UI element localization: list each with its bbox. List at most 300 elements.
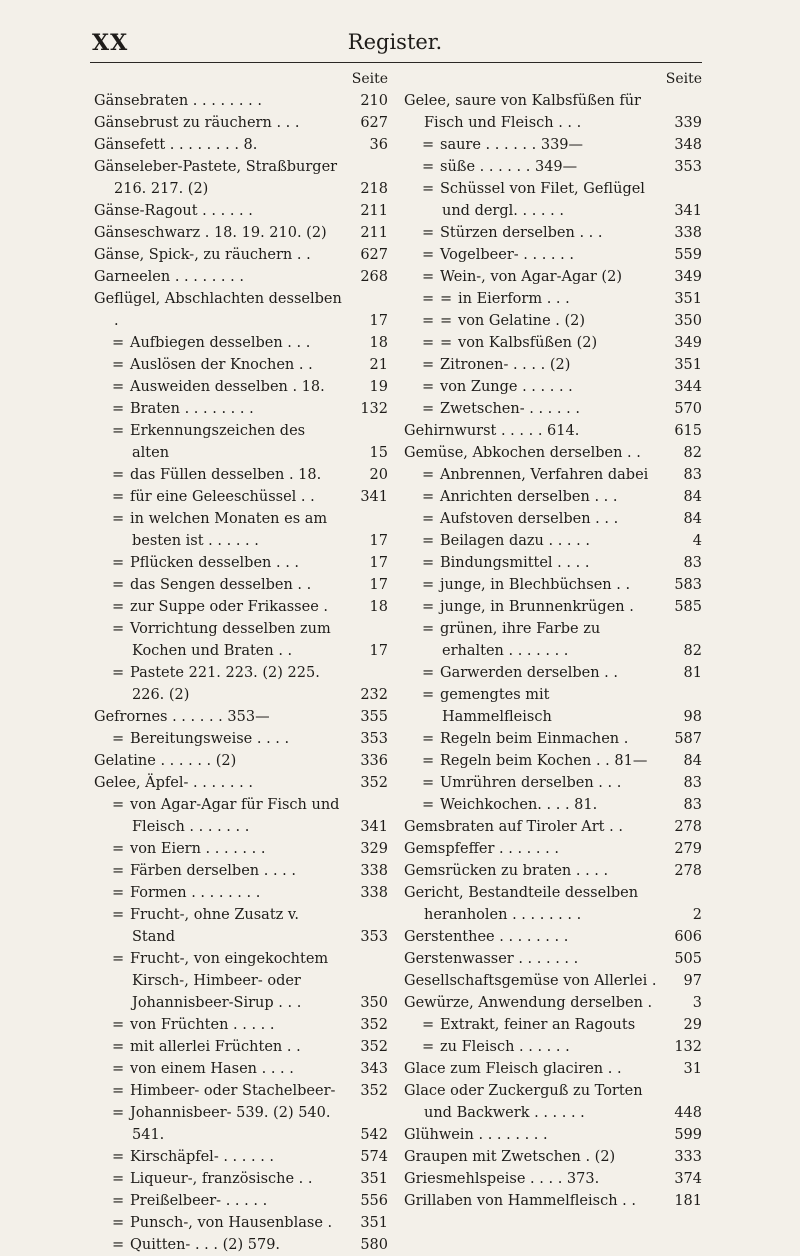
entry-label: Aufstoven derselben . . . xyxy=(440,511,619,527)
entry-page: 343 xyxy=(360,1061,388,1077)
ditto-mark: = xyxy=(422,313,435,329)
entry-page: 339 xyxy=(674,115,702,131)
entry-text xyxy=(94,860,390,882)
entry-label: Auslösen der Knochen . . xyxy=(130,357,313,373)
entry-text xyxy=(404,948,704,970)
entry-label: Regeln beim Kochen . . 81— xyxy=(440,753,648,769)
ditto-mark: = xyxy=(112,885,125,901)
entry-text xyxy=(404,728,704,750)
entry-label: Färben derselben . . . . xyxy=(130,863,296,879)
ditto-mark: = xyxy=(422,401,435,417)
entry-page: 17 xyxy=(369,533,388,549)
entry-text xyxy=(404,266,704,288)
entry-label: gemengtes mit Hammelfleisch xyxy=(440,687,552,725)
index-entry xyxy=(94,266,390,288)
entry-page: 349 xyxy=(674,335,702,351)
entry-page: 338 xyxy=(360,863,388,879)
entry-page: 17 xyxy=(369,643,388,659)
entry-text xyxy=(94,882,390,904)
entry-text xyxy=(94,904,390,948)
entry-text xyxy=(94,794,390,838)
index-entry xyxy=(94,1036,390,1058)
entry-page: 336 xyxy=(360,753,388,769)
ditto-mark: = xyxy=(422,181,435,197)
entry-text xyxy=(404,1190,704,1212)
entry-label: Anrichten derselben . . . xyxy=(440,489,618,505)
index-entry xyxy=(404,1036,704,1058)
entry-label: Zwetschen- . . . . . . xyxy=(440,401,580,417)
entry-label: grünen, ihre Farbe zu erhalten . . . . . . . xyxy=(440,621,601,659)
index-entry xyxy=(404,1168,704,1190)
entry-text xyxy=(404,530,704,552)
ditto-mark: = xyxy=(112,1193,125,1209)
index-entry xyxy=(404,178,704,222)
ditto-mark: = xyxy=(112,1105,125,1121)
entry-page: 19 xyxy=(369,379,388,395)
entry-label: von Kalbsfüßen (2) xyxy=(458,335,598,351)
entry-text xyxy=(94,728,390,750)
ditto-mark: = xyxy=(422,357,435,373)
entry-page: 556 xyxy=(360,1193,388,1209)
entry-label: Garneelen . . . . . . . . xyxy=(94,269,244,285)
entry-text xyxy=(94,1102,390,1146)
entry-text xyxy=(94,1080,390,1102)
entry-label: Beilagen dazu . . . . . xyxy=(440,533,590,549)
index-entry xyxy=(404,1124,704,1146)
entry-label: das Sengen desselben . . xyxy=(130,577,312,593)
entry-page: 352 xyxy=(360,1017,388,1033)
entry-text xyxy=(404,662,704,684)
entry-text xyxy=(404,464,704,486)
entry-text xyxy=(404,442,704,464)
index-entry xyxy=(404,90,704,134)
entry-page: 599 xyxy=(674,1127,702,1143)
entry-text xyxy=(94,838,390,860)
entry-label: Regeln beim Einmachen . xyxy=(440,731,629,747)
entry-label: Gericht, Bestandteile desselben heranholen . . . . . . . . xyxy=(404,885,639,923)
entry-page: 82 xyxy=(683,445,702,461)
entry-text xyxy=(404,1014,704,1036)
seite-label-right: Seite xyxy=(665,71,702,87)
index-entry xyxy=(404,1080,704,1124)
entry-text xyxy=(404,618,704,662)
entry-page: 29 xyxy=(683,1017,702,1033)
index-entry xyxy=(94,1102,390,1146)
ditto-mark: = xyxy=(440,291,453,307)
entry-label: Aufbiegen desselben . . . xyxy=(130,335,311,351)
index-entry xyxy=(94,728,390,750)
entry-page: 627 xyxy=(360,115,388,131)
entry-page: 97 xyxy=(683,973,702,989)
entry-page: 505 xyxy=(674,951,702,967)
entry-text xyxy=(94,1168,390,1190)
seite-label-left: Seite xyxy=(351,71,388,87)
entry-text xyxy=(94,618,390,662)
index-entry xyxy=(404,728,704,750)
ditto-mark: = xyxy=(112,467,125,483)
entry-label: Glühwein . . . . . . . . xyxy=(404,1127,548,1143)
entry-label: Gemspfeffer . . . . . . . xyxy=(404,841,559,857)
entry-page: 181 xyxy=(674,1193,702,1209)
index-entry xyxy=(404,244,704,266)
entry-page: 341 xyxy=(360,819,388,835)
entry-page: 98 xyxy=(683,709,702,725)
entry-text xyxy=(94,552,390,574)
entry-page: 352 xyxy=(360,1039,388,1055)
index-entry xyxy=(94,134,390,156)
entry-page: 279 xyxy=(674,841,702,857)
ditto-mark: = xyxy=(422,731,435,747)
entry-page: 3 xyxy=(692,995,702,1011)
entry-page: 580 xyxy=(360,1237,388,1253)
entry-text xyxy=(94,90,390,112)
entry-text xyxy=(94,464,390,486)
entry-text xyxy=(404,156,704,178)
index-entry xyxy=(94,508,390,552)
entry-text xyxy=(404,486,704,508)
entry-page: 574 xyxy=(360,1149,388,1165)
entry-text xyxy=(94,948,390,1014)
index-entry xyxy=(404,970,704,992)
index-entry xyxy=(94,288,390,332)
entry-label: Braten . . . . . . . . xyxy=(130,401,254,417)
entry-page: 81 xyxy=(683,665,702,681)
index-entry xyxy=(94,948,390,1014)
entry-label: Gänseleber-Pastete, Straßburger 216. 217. (2) xyxy=(94,159,338,197)
entry-text xyxy=(404,1168,704,1190)
entry-label: von Eiern . . . . . . . xyxy=(130,841,266,857)
entry-label: das Füllen desselben . 18. xyxy=(130,467,322,483)
entry-label: zu Fleisch . . . . . . xyxy=(440,1039,570,1055)
ditto-mark: = xyxy=(112,555,125,571)
entry-label: von einem Hasen . . . . xyxy=(130,1061,294,1077)
entry-page: 448 xyxy=(674,1105,702,1121)
index-entry xyxy=(94,156,390,200)
page-title: Register. xyxy=(347,30,443,54)
entry-label: Pastete 221. 223. (2) 225. 226. (2) xyxy=(130,665,320,703)
entry-page: 570 xyxy=(674,401,702,417)
index-entry xyxy=(404,222,704,244)
entry-label: Glace zum Fleisch glaciren . . xyxy=(404,1061,622,1077)
entry-text xyxy=(94,486,390,508)
entry-label: Kirschäpfel- . . . . . . xyxy=(130,1149,275,1165)
entry-text xyxy=(404,222,704,244)
entry-text xyxy=(94,288,390,332)
entry-page: 31 xyxy=(683,1061,702,1077)
ditto-mark: = xyxy=(422,555,435,571)
entry-text xyxy=(94,750,390,772)
ditto-mark: = xyxy=(112,1149,125,1165)
index-entry xyxy=(94,222,390,244)
entry-text xyxy=(94,420,390,464)
entry-text xyxy=(404,1058,704,1080)
entry-label: Quitten- . . . (2) 579. xyxy=(130,1237,281,1253)
entry-page: 349 xyxy=(674,269,702,285)
entry-page: 15 xyxy=(369,445,388,461)
ditto-mark: = xyxy=(112,621,125,637)
index-entry xyxy=(404,508,704,530)
entry-text xyxy=(94,156,390,200)
entry-page: 211 xyxy=(360,225,388,241)
entry-page: 627 xyxy=(360,247,388,263)
index-entry xyxy=(94,486,390,508)
ditto-mark: = xyxy=(422,1039,435,1055)
entry-text xyxy=(404,970,704,992)
ditto-mark: = xyxy=(112,797,125,813)
entry-label: Frucht-, von eingekochtem Kirsch-, Himbeer- oder Johannisbeer-Sirup . . . xyxy=(130,951,329,1011)
entry-text xyxy=(94,332,390,354)
index-entry xyxy=(404,992,704,1014)
entry-label: Gemsbraten auf Tiroler Art . . xyxy=(404,819,623,835)
index-entry xyxy=(94,706,390,728)
entry-label: Gemsrücken zu braten . . . . xyxy=(404,863,609,879)
ditto-mark: = xyxy=(112,401,125,417)
index-entry xyxy=(94,772,390,794)
index-entry xyxy=(94,244,390,266)
entry-page: 355 xyxy=(360,709,388,725)
index-entry xyxy=(404,772,704,794)
entry-page: 352 xyxy=(360,775,388,791)
index-entry xyxy=(94,1146,390,1168)
entry-text xyxy=(94,706,390,728)
entry-label: Gänsefett . . . . . . . . 8. xyxy=(94,137,258,153)
ditto-mark: = xyxy=(422,621,435,637)
ditto-mark: = xyxy=(112,863,125,879)
entry-page: 17 xyxy=(369,313,388,329)
page-number-roman: XX xyxy=(92,30,129,56)
entry-page: 583 xyxy=(674,577,702,593)
entry-label: Gehirnwurst . . . . . 614. xyxy=(404,423,580,439)
entry-text xyxy=(404,1124,704,1146)
entry-text xyxy=(404,508,704,530)
entry-page: 351 xyxy=(360,1171,388,1187)
index-entry xyxy=(94,332,390,354)
ditto-mark: = xyxy=(112,599,125,615)
entry-text xyxy=(404,684,704,728)
index-entry xyxy=(94,1014,390,1036)
entry-text xyxy=(404,134,704,156)
index-entry xyxy=(404,618,704,662)
ditto-mark: = xyxy=(112,511,125,527)
index-entry xyxy=(404,860,704,882)
ditto-mark: = xyxy=(422,533,435,549)
ditto-mark: = xyxy=(422,225,435,241)
entry-text xyxy=(404,1080,704,1124)
left-column xyxy=(94,68,390,1256)
entry-label: Weichkochen. . . . 81. xyxy=(440,797,598,813)
index-entry xyxy=(404,156,704,178)
entry-page: 36 xyxy=(369,137,388,153)
entry-label: Gelee, saure von Kalbsfüßen für Fisch und Fleisch . . . xyxy=(404,93,641,131)
ditto-mark: = xyxy=(422,797,435,813)
entry-text xyxy=(404,772,704,794)
entry-text xyxy=(94,1058,390,1080)
index-entry xyxy=(404,266,704,288)
ditto-mark: = xyxy=(440,335,453,351)
index-entry xyxy=(94,904,390,948)
entry-page: 353 xyxy=(674,159,702,175)
entry-text xyxy=(94,662,390,706)
ditto-mark: = xyxy=(112,1017,125,1033)
index-entry xyxy=(404,376,704,398)
ditto-mark: = xyxy=(422,687,435,703)
entry-label: Zitronen- . . . . (2) xyxy=(440,357,571,373)
ditto-mark: = xyxy=(112,665,125,681)
entry-text xyxy=(404,1036,704,1058)
entry-text xyxy=(404,420,704,442)
ditto-mark: = xyxy=(112,1083,125,1099)
index-entry xyxy=(94,420,390,464)
ditto-mark: = xyxy=(422,269,435,285)
ditto-mark: = xyxy=(422,291,435,307)
entry-page: 18 xyxy=(369,599,388,615)
ditto-mark: = xyxy=(112,1171,125,1187)
index-entry xyxy=(94,838,390,860)
entry-label: zur Suppe oder Frikassee . xyxy=(130,599,329,615)
right-entries xyxy=(404,90,704,1212)
index-entry xyxy=(94,1058,390,1080)
entry-label: Stürzen derselben . . . xyxy=(440,225,603,241)
entry-page: 82 xyxy=(683,643,702,659)
entry-page: 211 xyxy=(360,203,388,219)
entry-page: 351 xyxy=(360,1215,388,1231)
index-entry xyxy=(404,1014,704,1036)
entry-text xyxy=(94,134,390,156)
index-entry xyxy=(404,1146,704,1168)
ditto-mark: = xyxy=(422,1017,435,1033)
entry-text xyxy=(94,266,390,288)
entry-label: Anbrennen, Verfahren dabei xyxy=(440,467,649,483)
index-entry xyxy=(404,948,704,970)
entry-text xyxy=(404,178,704,222)
index-entry xyxy=(404,354,704,376)
index-entry xyxy=(404,926,704,948)
ditto-mark: = xyxy=(422,511,435,527)
entry-text xyxy=(404,90,704,134)
entry-page: 17 xyxy=(369,577,388,593)
entry-text xyxy=(404,838,704,860)
index-entry xyxy=(94,662,390,706)
index-entry xyxy=(94,882,390,904)
ditto-mark: = xyxy=(422,159,435,175)
index-entry xyxy=(94,1080,390,1102)
entry-page: 559 xyxy=(674,247,702,263)
entry-page: 84 xyxy=(683,753,702,769)
ditto-mark: = xyxy=(112,379,125,395)
entry-text xyxy=(404,288,704,310)
ditto-mark: = xyxy=(422,335,435,351)
entry-label: Garwerden derselben . . xyxy=(440,665,618,681)
index-entry xyxy=(404,684,704,728)
index-entry xyxy=(404,552,704,574)
ditto-mark: = xyxy=(422,665,435,681)
entry-text xyxy=(94,1036,390,1058)
entry-page: 348 xyxy=(674,137,702,153)
entry-page: 4 xyxy=(692,533,702,549)
entry-page: 218 xyxy=(360,181,388,197)
entry-label: Gemüse, Abkochen derselben . . xyxy=(404,445,641,461)
entry-text xyxy=(404,310,704,332)
entry-page: 132 xyxy=(674,1039,702,1055)
index-entry xyxy=(404,332,704,354)
index-entry xyxy=(404,420,704,442)
entry-label: Gelee, Äpfel- . . . . . . . xyxy=(94,775,253,791)
ditto-mark: = xyxy=(112,1039,125,1055)
entry-text xyxy=(94,222,390,244)
entry-label: in welchen Monaten es am besten ist . . . . . . xyxy=(130,511,328,549)
entry-text xyxy=(94,376,390,398)
entry-text xyxy=(404,816,704,838)
header-rule xyxy=(90,62,702,63)
entry-label: Johannisbeer- 539. (2) 540. 541. xyxy=(130,1105,331,1143)
ditto-mark: = xyxy=(422,599,435,615)
index-entry xyxy=(94,794,390,838)
entry-page: 344 xyxy=(674,379,702,395)
entry-label: Formen . . . . . . . . xyxy=(130,885,261,901)
index-entry xyxy=(94,1168,390,1190)
entry-page: 84 xyxy=(683,489,702,505)
entry-text xyxy=(94,244,390,266)
entry-label: Frucht-, ohne Zusatz v. Stand xyxy=(130,907,299,945)
entry-label: Umrühren derselben . . . xyxy=(440,775,622,791)
left-entries xyxy=(94,90,390,1256)
entry-label: Geflügel, Abschlachten desselben . xyxy=(94,291,342,329)
entry-label: von Gelatine . (2) xyxy=(458,313,586,329)
entry-text xyxy=(94,1146,390,1168)
entry-page: 374 xyxy=(674,1171,702,1187)
entry-text xyxy=(94,1212,390,1234)
index-entry xyxy=(404,310,704,332)
entry-text xyxy=(94,200,390,222)
entry-page: 352 xyxy=(360,1083,388,1099)
index-entry xyxy=(404,794,704,816)
entry-label: Himbeer- oder Stachelbeer- xyxy=(130,1083,336,1099)
entry-label: Glace oder Zuckerguß zu Torten und Backwerk . . . . . . xyxy=(404,1083,643,1121)
ditto-mark: = xyxy=(422,577,435,593)
entry-page: 268 xyxy=(360,269,388,285)
entry-text xyxy=(94,508,390,552)
ditto-mark: = xyxy=(112,489,125,505)
entry-label: Gesellschaftsgemüse von Allerlei . xyxy=(404,973,657,989)
entry-label: süße . . . . . . 349— xyxy=(440,159,578,175)
index-entry xyxy=(404,398,704,420)
entry-label: Punsch-, von Hausenblase . xyxy=(130,1215,333,1231)
entry-label: Extrakt, feiner an Ragouts xyxy=(440,1017,636,1033)
index-entry xyxy=(94,552,390,574)
ditto-mark: = xyxy=(112,423,125,439)
entry-page: 350 xyxy=(360,995,388,1011)
entry-label: Gänse, Spick-, zu räuchern . . xyxy=(94,247,311,263)
entry-text xyxy=(404,332,704,354)
entry-label: junge, in Brunnenkrügen . xyxy=(440,599,634,615)
index-entry xyxy=(404,1058,704,1080)
entry-page: 329 xyxy=(360,841,388,857)
index-entry xyxy=(404,882,704,926)
entry-page: 338 xyxy=(674,225,702,241)
index-entry xyxy=(404,574,704,596)
entry-label: Gerstenwasser . . . . . . . xyxy=(404,951,579,967)
entry-text xyxy=(94,354,390,376)
entry-page: 2 xyxy=(692,907,702,923)
entry-label: Gänsebraten . . . . . . . . xyxy=(94,93,262,109)
entry-text xyxy=(404,376,704,398)
ditto-mark: = xyxy=(422,247,435,263)
entry-page: 333 xyxy=(674,1149,702,1165)
entry-label: Gelatine . . . . . . (2) xyxy=(94,753,237,769)
entry-page: 338 xyxy=(360,885,388,901)
ditto-mark: = xyxy=(112,1061,125,1077)
entry-label: Gefrornes . . . . . . 353— xyxy=(94,709,270,725)
